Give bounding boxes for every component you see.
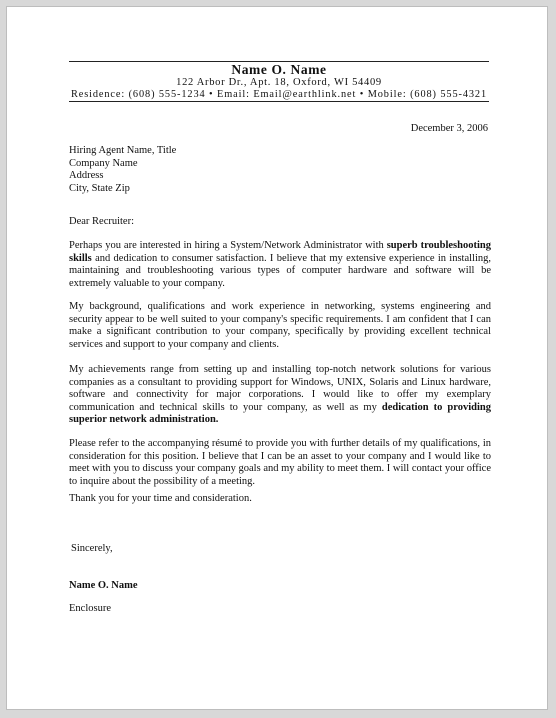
body-paragraph	[69, 364, 491, 427]
body-paragraph: Thank you for your time and consideration.	[69, 493, 252, 504]
letter-page	[6, 6, 548, 710]
paragraph-text: My achievements range from setting up and installing top-notch network solutions for various companies as a consultant to providing support for Windows, UNIX, Solaris and Linux hardware, software and connectivity for major corporations. I would like to offer my exemplary communication and technical skills to your company, as well as my	[69, 364, 491, 413]
enclosure-note: Enclosure	[69, 603, 111, 614]
letter-date: December 3, 2006	[410, 123, 488, 134]
signature-name: Name O. Name	[69, 580, 138, 591]
paragraph-text: and dedication to consumer satisfaction. I believe that my extensive experience in installing, maintaining and troubleshooting various types of computer hardware and software will be extremely valuable to your company.	[69, 252, 491, 289]
sender-name: Name O. Name	[231, 62, 327, 77]
paragraph-text: Perhaps you are interested in hiring a System/Network Administrator with	[69, 240, 387, 251]
body-paragraph	[69, 240, 491, 290]
recipient-block	[69, 145, 491, 195]
paragraph-emphasis: dedication to providing superior network administration.	[69, 401, 491, 425]
paragraph-emphasis: superb troubleshooting skills	[69, 240, 491, 264]
recipient-line: Address	[69, 170, 104, 181]
recipient-line: Hiring Agent Name, Title	[69, 145, 177, 156]
recipient-line: City, State Zip	[69, 182, 130, 194]
closing: Sincerely,	[71, 543, 113, 554]
body-paragraph: My background, qualifications and work experience in networking, systems engineering and security appear to be well suited to your company's specific requirements. I am confident that I can make a significant contribution to your company, specifically by providing excellent technical services and support to your company and clients.	[69, 301, 491, 350]
body-paragraph: Please refer to the accompanying résumé to provide you with further details of my qualifications, in consideration for this position. I believe that I can be an asset to your company and I would like to meet with you to discuss your company goals and my ability to meet them. I will contact your office to inquire about the possibility of a meeting.	[69, 438, 491, 487]
sender-contact-line: Residence: (608) 555-1234 • Email: Email@earthlink.net • Mobile: (608) 555-4321	[70, 89, 488, 100]
header-bottom-rule	[69, 101, 489, 102]
salutation: Dear Recruiter:	[69, 216, 135, 227]
sender-address: 122 Arbor Dr., Apt. 18, Oxford, WI 54409	[176, 77, 382, 88]
recipient-line: Company Name	[69, 157, 138, 169]
